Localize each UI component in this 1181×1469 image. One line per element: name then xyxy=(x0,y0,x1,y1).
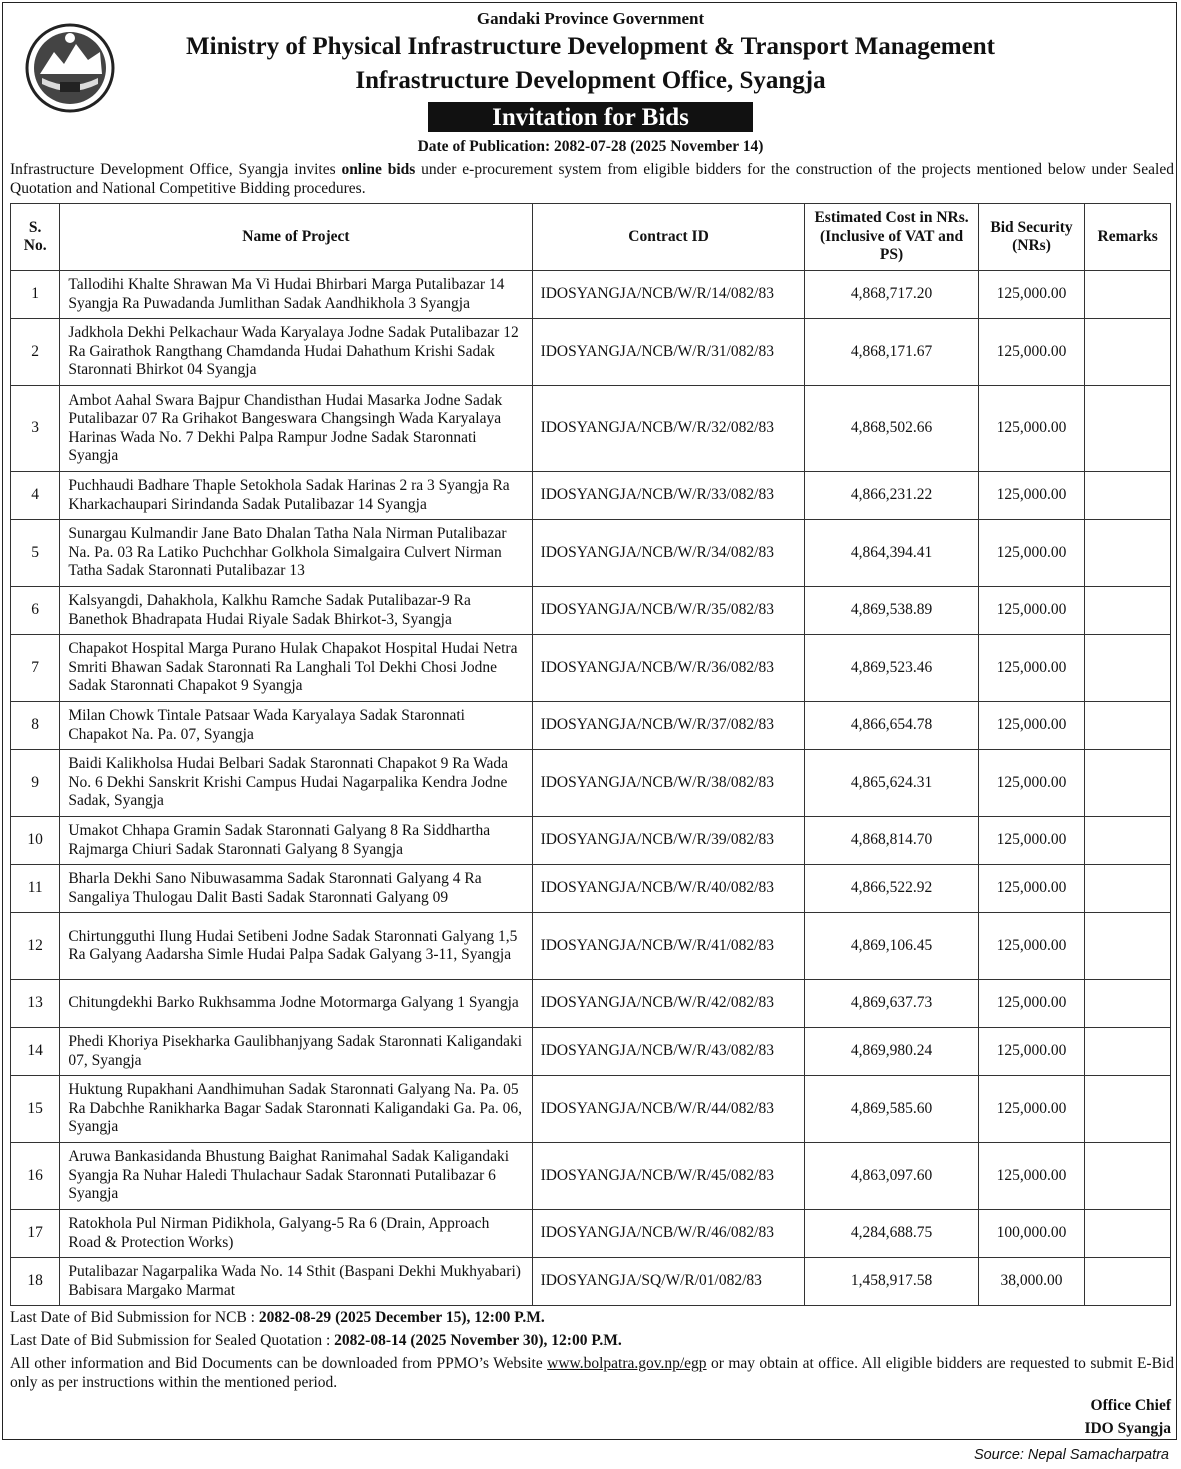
office-name: Infrastructure Development Office, Syangja xyxy=(355,67,826,94)
row-estimated-cost: 4,869,523.46 xyxy=(805,635,978,702)
row-contract-id: IDOSYANGJA/NCB/W/R/37/082/83 xyxy=(532,702,805,750)
row-project-name: Sunargau Kulmandir Jane Bato Dhalan Tatha Nala Nirman Putalibazar Na. Pa. 03 Ra Latiko Puchchhar Golkhola Simalgaira Culvert Nirman Tatha Sadak Staronnati Putalibazar 13 xyxy=(60,520,532,587)
row-remarks xyxy=(1085,750,1171,817)
row-contract-id: IDOSYANGJA/NCB/W/R/43/082/83 xyxy=(532,1028,805,1076)
row-bid-security: 125,000.00 xyxy=(978,587,1085,635)
row-project-name: Chitungdekhi Barko Rukhsamma Jodne Motormarga Galyang 1 Syangja xyxy=(60,980,532,1028)
row-remarks xyxy=(1085,1028,1171,1076)
row-remarks xyxy=(1085,1076,1171,1143)
header-security: Bid Security (NRs) xyxy=(978,204,1085,271)
signature-office: IDO Syangja xyxy=(1084,1420,1171,1437)
row-sn: 9 xyxy=(11,750,60,817)
row-sn: 4 xyxy=(11,472,60,520)
row-remarks xyxy=(1085,817,1171,865)
table-row xyxy=(11,520,1171,587)
row-remarks xyxy=(1085,520,1171,587)
row-project-name: Ambot Aahal Swara Bajpur Chandisthan Hudai Masarka Jodne Sadak Putalibazar 07 Ra Grihakot Bangeswara Changsingh Wada Karyalaya Harinas Wada No. 7 Dekhi Palpa Rampur Jodne Sadak Staronnati Syangja xyxy=(60,386,532,472)
header-sn: S. No. xyxy=(11,204,60,271)
table-row xyxy=(11,1028,1171,1076)
row-bid-security: 125,000.00 xyxy=(978,1028,1085,1076)
row-contract-id: IDOSYANGJA/NCB/W/R/45/082/83 xyxy=(532,1143,805,1210)
row-project-name: Milan Chowk Tintale Patsaar Wada Karyalaya Sadak Staronnati Chapakot Na. Pa. 07, Syangja xyxy=(60,702,532,750)
row-estimated-cost: 4,866,654.78 xyxy=(805,702,978,750)
row-estimated-cost: 4,864,394.41 xyxy=(805,520,978,587)
row-sn: 2 xyxy=(11,319,60,386)
row-bid-security: 125,000.00 xyxy=(978,319,1085,386)
row-sn: 1 xyxy=(11,271,60,319)
row-sn: 5 xyxy=(11,520,60,587)
table-row xyxy=(11,913,1171,980)
row-remarks xyxy=(1085,635,1171,702)
row-contract-id: IDOSYANGJA/NCB/W/R/32/082/83 xyxy=(532,386,805,472)
row-sn: 3 xyxy=(11,386,60,472)
row-bid-security: 125,000.00 xyxy=(978,980,1085,1028)
row-bid-security: 125,000.00 xyxy=(978,386,1085,472)
table-row xyxy=(11,1143,1171,1210)
row-remarks xyxy=(1085,865,1171,913)
row-estimated-cost: 4,865,624.31 xyxy=(805,750,978,817)
row-sn: 12 xyxy=(11,913,60,980)
row-contract-id: IDOSYANGJA/SQ/W/R/01/082/83 xyxy=(532,1258,805,1306)
row-estimated-cost: 4,866,522.92 xyxy=(805,865,978,913)
row-sn: 14 xyxy=(11,1028,60,1076)
table-row xyxy=(11,1076,1171,1143)
row-contract-id: IDOSYANGJA/NCB/W/R/41/082/83 xyxy=(532,913,805,980)
intro-paragraph: Infrastructure Development Office, Syangja invites online bids under e-procurement system from eligible bidders for the construction of the projects mentioned below under Sealed Quotation and National Competitive Bidding procedures. xyxy=(10,161,1174,197)
row-bid-security: 125,000.00 xyxy=(978,1076,1085,1143)
row-estimated-cost: 4,868,171.67 xyxy=(805,319,978,386)
row-contract-id: IDOSYANGJA/NCB/W/R/14/082/83 xyxy=(532,271,805,319)
row-bid-security: 125,000.00 xyxy=(978,702,1085,750)
header-name: Name of Project xyxy=(60,204,532,271)
row-sn: 18 xyxy=(11,1258,60,1306)
table-row xyxy=(11,635,1171,702)
row-remarks xyxy=(1085,472,1171,520)
table-row xyxy=(11,702,1171,750)
row-project-name: Jadkhola Dekhi Pelkachaur Wada Karyalaya Jodne Sadak Putalibazar 12 Ra Gairathok Rangthang Chamdanda Hudai Dahathum Krishi Sadak Staronnati Bhirkot 04 Syangja xyxy=(60,319,532,386)
row-contract-id: IDOSYANGJA/NCB/W/R/33/082/83 xyxy=(532,472,805,520)
row-project-name: Umakot Chhapa Gramin Sadak Staronnati Galyang 8 Ra Siddhartha Rajmarga Chiuri Sadak Staronnati Galyang 8 Syangja xyxy=(60,817,532,865)
table-row xyxy=(11,271,1171,319)
row-estimated-cost: 4,869,637.73 xyxy=(805,980,978,1028)
row-sn: 11 xyxy=(11,865,60,913)
row-sn: 7 xyxy=(11,635,60,702)
row-remarks xyxy=(1085,587,1171,635)
table-row xyxy=(11,319,1171,386)
row-contract-id: IDOSYANGJA/NCB/W/R/40/082/83 xyxy=(532,865,805,913)
row-remarks xyxy=(1085,271,1171,319)
table-row xyxy=(11,817,1171,865)
table-row xyxy=(11,865,1171,913)
row-project-name: Bharla Dekhi Sano Nibuwasamma Sadak Staronnati Galyang 4 Ra Sangaliya Thulogau Dalit Basti Sadak Staronnati Galyang 09 xyxy=(60,865,532,913)
row-sn: 16 xyxy=(11,1143,60,1210)
table-row xyxy=(11,1210,1171,1258)
row-contract-id: IDOSYANGJA/NCB/W/R/31/082/83 xyxy=(532,319,805,386)
table-row xyxy=(11,980,1171,1028)
row-project-name: Kalsyangdi, Dahakhola, Kalkhu Ramche Sadak Putalibazar-9 Ra Banethok Bhadrapata Hudai Riyale Sadak Bhirkot-3, Syangja xyxy=(60,587,532,635)
row-estimated-cost: 4,869,585.60 xyxy=(805,1076,978,1143)
table-row xyxy=(11,750,1171,817)
row-bid-security: 125,000.00 xyxy=(978,1143,1085,1210)
publication-date: Date of Publication: 2082-07-28 (2025 November 14) xyxy=(417,138,764,155)
table-row xyxy=(11,386,1171,472)
government-name: Gandaki Province Government xyxy=(476,9,705,28)
row-contract-id: IDOSYANGJA/NCB/W/R/46/082/83 xyxy=(532,1210,805,1258)
row-bid-security: 125,000.00 xyxy=(978,520,1085,587)
info-paragraph: All other information and Bid Documents can be downloaded from PPMO’s Website www.bolpatra.gov.np/egp or may obtain at office. All eligible bidders are requested to submit E-Bid only as per instructions within the mentioned period. xyxy=(10,1355,1174,1391)
table-row xyxy=(11,472,1171,520)
row-remarks xyxy=(1085,913,1171,980)
table-header-row xyxy=(11,204,1171,271)
row-project-name: Baidi Kalikholsa Hudai Belbari Sadak Staronnati Chapakot 9 Ra Wada No. 6 Dekhi Sanskrit Krishi Campus Hudai Nagarpalika Kendra Jodne Sadak, Syangja xyxy=(60,750,532,817)
row-bid-security: 125,000.00 xyxy=(978,271,1085,319)
ministry-name: Ministry of Physical Infrastructure Development & Transport Management xyxy=(186,33,995,60)
row-project-name: Tallodihi Khalte Shrawan Ma Vi Hudai Bhirbari Marga Putalibazar 14 Syangja Ra Puwadanda Jumlithan Sadak Aandhikhola 3 Syangja xyxy=(60,271,532,319)
source-credit: Source: Nepal Samacharpatra xyxy=(973,1447,1169,1463)
row-estimated-cost: 4,868,502.66 xyxy=(805,386,978,472)
row-contract-id: IDOSYANGJA/NCB/W/R/39/082/83 xyxy=(532,817,805,865)
header-contract: Contract ID xyxy=(532,204,805,271)
row-bid-security: 125,000.00 xyxy=(978,865,1085,913)
row-remarks xyxy=(1085,1143,1171,1210)
ncb-deadline: Last Date of Bid Submission for NCB : 2082-08-29 (2025 December 15), 12:00 P.M. xyxy=(10,1309,545,1326)
table-row xyxy=(11,587,1171,635)
header-cost: Estimated Cost in NRs. (Inclusive of VAT and PS) xyxy=(805,204,978,271)
row-bid-security: 125,000.00 xyxy=(978,472,1085,520)
signature-title: Office Chief xyxy=(1090,1397,1171,1414)
row-project-name: Ratokhola Pul Nirman Pidikhola, Galyang-5 Ra 6 (Drain, Approach Road & Protection Works) xyxy=(60,1210,532,1258)
row-remarks xyxy=(1085,1210,1171,1258)
row-sn: 17 xyxy=(11,1210,60,1258)
row-estimated-cost: 4,868,814.70 xyxy=(805,817,978,865)
row-remarks xyxy=(1085,1258,1171,1306)
row-contract-id: IDOSYANGJA/NCB/W/R/38/082/83 xyxy=(532,750,805,817)
row-remarks xyxy=(1085,319,1171,386)
row-project-name: Puchhaudi Badhare Thaple Setokhola Sadak Harinas 2 ra 3 Syangja Ra Kharkachaupari Sirindanda Sadak Putalibazar 14 Syangja xyxy=(60,472,532,520)
row-sn: 15 xyxy=(11,1076,60,1143)
row-project-name: Chapakot Hospital Marga Purano Hulak Chapakot Hospital Hudai Netra Smriti Bhawan Sadak Staronnati Ra Langhali Tol Dekhi Chosi Jodne Sadak Staronnati Chapakot 9 Syangja xyxy=(60,635,532,702)
row-bid-security: 125,000.00 xyxy=(978,913,1085,980)
row-bid-security: 125,000.00 xyxy=(978,817,1085,865)
row-remarks xyxy=(1085,386,1171,472)
row-project-name: Huktung Rupakhani Aandhimuhan Sadak Staronnati Galyang Na. Pa. 05 Ra Dabchhe Ranikharka Bagar Sadak Staronnati Kaligandaki Ga. Pa. 06, Syangja xyxy=(60,1076,532,1143)
row-project-name: Chirtungguthi Ilung Hudai Setibeni Jodne Sadak Staronnati Galyang 1,5 Ra Galyang Aadarsha Simle Hudai Palpa Sadak Galyang 3-11, Syangja xyxy=(60,913,532,980)
row-contract-id: IDOSYANGJA/NCB/W/R/44/082/83 xyxy=(532,1076,805,1143)
projects-table xyxy=(10,203,1171,1306)
row-sn: 8 xyxy=(11,702,60,750)
row-estimated-cost: 4,863,097.60 xyxy=(805,1143,978,1210)
row-estimated-cost: 4,869,106.45 xyxy=(805,913,978,980)
row-contract-id: IDOSYANGJA/NCB/W/R/42/082/83 xyxy=(532,980,805,1028)
row-estimated-cost: 4,869,538.89 xyxy=(805,587,978,635)
row-estimated-cost: 4,866,231.22 xyxy=(805,472,978,520)
row-sn: 10 xyxy=(11,817,60,865)
row-bid-security: 125,000.00 xyxy=(978,750,1085,817)
row-contract-id: IDOSYANGJA/NCB/W/R/36/082/83 xyxy=(532,635,805,702)
row-project-name: Putalibazar Nagarpalika Wada No. 14 Sthit (Baspani Dekhi Mukhyabari) Babisara Margako Marmat xyxy=(60,1258,532,1306)
row-bid-security: 125,000.00 xyxy=(978,635,1085,702)
row-contract-id: IDOSYANGJA/NCB/W/R/35/082/83 xyxy=(532,587,805,635)
row-estimated-cost: 4,284,688.75 xyxy=(805,1210,978,1258)
table-row xyxy=(11,1258,1171,1306)
row-estimated-cost: 4,869,980.24 xyxy=(805,1028,978,1076)
row-project-name: Aruwa Bankasidanda Bhustung Baighat Ranimahal Sadak Kaligandaki Syangja Ra Nuhar Haledi Thulachaur Sadak Staronnati Putalibazar 6 Syangja xyxy=(60,1143,532,1210)
bolpatra-link[interactable]: www.bolpatra.gov.np/egp xyxy=(547,1355,707,1372)
row-remarks xyxy=(1085,702,1171,750)
row-project-name: Phedi Khoriya Pisekharka Gaulibhanjyang Sadak Staronnati Kaligandaki 07, Syangja xyxy=(60,1028,532,1076)
row-contract-id: IDOSYANGJA/NCB/W/R/34/082/83 xyxy=(532,520,805,587)
row-sn: 13 xyxy=(11,980,60,1028)
sq-deadline: Last Date of Bid Submission for Sealed Quotation : 2082-08-14 (2025 November 30), 12:00 P.M. xyxy=(10,1332,622,1349)
invitation-banner: Invitation for Bids xyxy=(428,102,753,132)
row-sn: 6 xyxy=(11,587,60,635)
row-estimated-cost: 4,868,717.20 xyxy=(805,271,978,319)
row-bid-security: 100,000.00 xyxy=(978,1210,1085,1258)
row-remarks xyxy=(1085,980,1171,1028)
header-remarks: Remarks xyxy=(1085,204,1171,271)
row-estimated-cost: 1,458,917.58 xyxy=(805,1258,978,1306)
row-bid-security: 38,000.00 xyxy=(978,1258,1085,1306)
